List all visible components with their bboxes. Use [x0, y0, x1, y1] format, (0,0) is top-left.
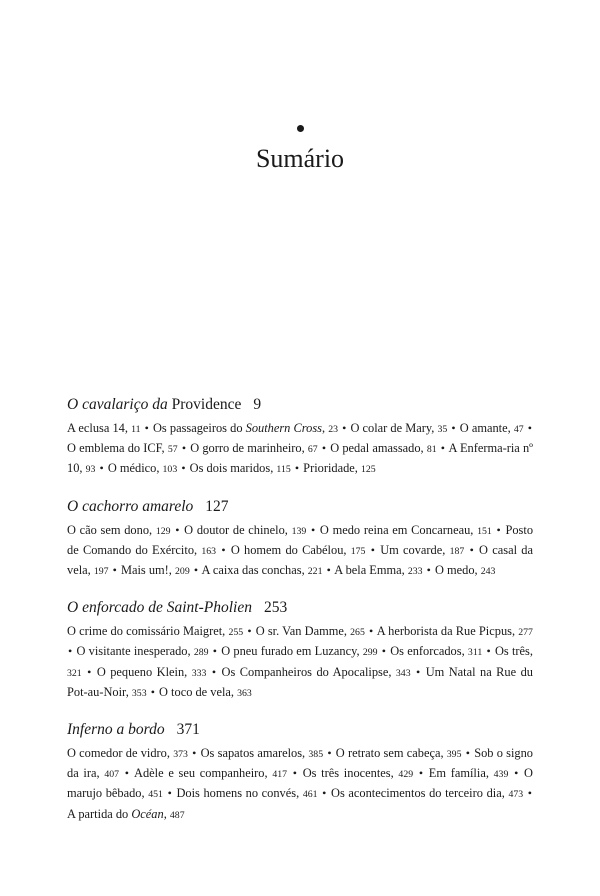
entry-page-number: 395: [446, 749, 462, 761]
toc-entry[interactable]: O comedor de vidro, 373: [67, 746, 188, 761]
entry-page-number: 209: [175, 566, 190, 578]
entry-page-number: 243: [480, 566, 496, 578]
entry-page-number: 353: [131, 687, 147, 699]
bullet-separator: •: [496, 522, 501, 537]
bullet-separator: •: [514, 766, 519, 781]
toc-section: [67, 719, 533, 825]
toc-entry[interactable]: Em família, 439: [428, 766, 509, 781]
toc-entry[interactable]: O homem do Cabélou, 175: [230, 542, 366, 557]
page-title: Sumário: [255, 144, 345, 173]
bullet-separator: •: [381, 644, 386, 659]
entry-page-number: 139: [291, 525, 307, 537]
toc-entry[interactable]: O casal da vela, 197: [67, 542, 533, 578]
toc-section: [67, 597, 533, 703]
toc-entry[interactable]: Os acontecimentos do terceiro dia, 473: [331, 786, 524, 801]
toc-entry[interactable]: Os enforcados, 311: [390, 644, 483, 659]
bullet-separator: •: [294, 461, 300, 476]
toc-entry[interactable]: O toco de vela, 363: [159, 684, 252, 699]
entry-page-number: 473: [508, 789, 524, 801]
toc-entry[interactable]: O medo, 243: [434, 563, 496, 578]
section-page-number: 9: [253, 396, 262, 413]
bullet-separator: •: [369, 624, 374, 639]
toc-entry[interactable]: A partida do Océan, 487: [67, 806, 185, 821]
bullet-separator: •: [112, 563, 117, 578]
entry-page-number: 255: [228, 627, 244, 639]
entry-page-number: 57: [167, 444, 178, 456]
section-entries: [67, 419, 533, 480]
toc-entry[interactable]: Posto de Comando do Exército, 163: [67, 522, 534, 557]
section-title[interactable]: O enforcado de Saint-Pholien 253: [67, 599, 288, 617]
entry-page-number: 125: [360, 464, 376, 476]
entry-page-number: 221: [307, 566, 323, 578]
toc-entry[interactable]: Dois homens no convés, 461: [176, 786, 318, 801]
entry-page-number: 385: [308, 749, 324, 761]
section-entries: [67, 622, 533, 703]
bullet-separator: •: [124, 766, 129, 781]
entry-page-number: 487: [169, 809, 185, 821]
entry-page-number: 129: [155, 525, 171, 537]
bullet-separator: •: [181, 441, 187, 456]
bullet-separator: •: [527, 421, 532, 435]
section-page-number: 127: [205, 497, 229, 515]
section-title[interactable]: O cachorro amarelo 127: [67, 497, 229, 515]
section-page-number: 253: [263, 599, 288, 617]
entry-page-number: 47: [513, 424, 524, 435]
entry-page-number: 151: [477, 525, 492, 537]
entry-page-number: 363: [237, 687, 252, 699]
toc-entry[interactable]: A caixa das conchas, 221: [201, 563, 323, 578]
entry-page-number: 277: [518, 627, 533, 639]
bullet-separator: •: [322, 786, 327, 801]
toc-entry[interactable]: Os três, 321: [67, 644, 533, 679]
toc-entry[interactable]: O emblema do ICF, 57: [67, 441, 178, 456]
entry-page-number: 451: [148, 789, 163, 801]
bullet-separator: •: [486, 644, 491, 659]
toc-entry[interactable]: A herborista da Rue Picpus, 277: [376, 624, 533, 639]
bullet-separator: •: [469, 542, 474, 557]
toc-entry[interactable]: A bela Emma, 233: [334, 563, 423, 578]
entry-page-number: 429: [398, 769, 414, 781]
toc-entry[interactable]: O pedal amassado, 81: [330, 441, 437, 456]
bullet-separator: •: [212, 644, 217, 659]
toc-entry[interactable]: Os sapatos amarelos, 385: [200, 746, 324, 761]
toc-entry[interactable]: O médico, 103: [107, 461, 178, 476]
bullet-separator: •: [181, 461, 186, 476]
toc-entry[interactable]: O sr. Van Damme, 265: [255, 624, 365, 639]
toc-section: [67, 394, 533, 480]
toc-section: [67, 496, 533, 582]
entry-page-number: 93: [85, 464, 96, 476]
entry-page-number: 187: [449, 545, 465, 557]
table-of-contents: [67, 394, 533, 841]
entry-page-number: 299: [362, 647, 378, 659]
toc-entry[interactable]: O medo reina em Concarneau, 151: [319, 522, 492, 537]
toc-entry[interactable]: O gorro de marinheiro, 67: [190, 441, 318, 456]
entry-page-number: 417: [272, 769, 288, 781]
bullet-separator: •: [327, 746, 332, 761]
toc-entry[interactable]: Os passageiros do Southern Cross, 23: [152, 421, 339, 435]
toc-entry[interactable]: O pneu furado em Luzancy, 299: [221, 644, 378, 659]
bullet-separator: •: [292, 766, 297, 781]
bullet-separator: •: [440, 441, 445, 456]
bullet-separator: •: [150, 684, 155, 699]
entry-page-number: 11: [131, 424, 141, 435]
bullet-separator: •: [221, 542, 226, 557]
section-title[interactable]: O cavalariço da Providence 9: [67, 396, 262, 413]
entry-page-number: 35: [437, 424, 448, 435]
toc-entry[interactable]: Adèle e seu companheiro, 417: [134, 766, 288, 781]
entry-page-number: 67: [307, 444, 318, 456]
entry-page-number: 115: [276, 464, 291, 476]
bullet-separator: •: [192, 746, 197, 761]
toc-entry[interactable]: O amante, 47: [459, 421, 524, 435]
toc-entry[interactable]: O retrato sem cabeça, 395: [335, 746, 462, 761]
section-title[interactable]: Inferno a bordo 371: [67, 721, 200, 739]
section-entries: [67, 521, 533, 582]
entry-page-number: 289: [193, 647, 209, 659]
bullet-separator: •: [426, 563, 431, 578]
bullet-separator: •: [311, 522, 316, 537]
entry-page-number: 407: [104, 769, 120, 781]
toc-entry[interactable]: O pequeno Klein, 333: [96, 664, 207, 679]
toc-entry[interactable]: O colar de Mary, 35: [350, 421, 448, 435]
bullet-separator: •: [175, 522, 180, 537]
toc-entry[interactable]: O cão sem dono, 129: [67, 522, 171, 537]
entry-page-number: 23: [328, 424, 339, 435]
section-entries: [67, 744, 533, 825]
bullet-separator: •: [326, 563, 331, 578]
bullet-separator: •: [370, 542, 375, 557]
toc-entry[interactable]: Um covarde, 187: [380, 542, 465, 557]
toc-entry[interactable]: Prioridade, 125: [303, 461, 376, 476]
bullet-separator: •: [167, 786, 172, 801]
bullet-separator: •: [144, 421, 149, 435]
entry-page-number: 311: [467, 647, 483, 659]
toc-entry[interactable]: A eclusa 14, 11: [67, 421, 141, 435]
bullet-separator: •: [68, 644, 73, 659]
bullet-separator: •: [451, 421, 456, 435]
toc-entry[interactable]: O marujo bêbado, 451: [67, 766, 533, 801]
entry-page-number: 197: [93, 566, 109, 578]
toc-entry[interactable]: Mais um!, 209: [120, 563, 190, 578]
bullet-separator: •: [99, 461, 104, 476]
entry-page-number: 343: [395, 667, 411, 679]
bullet-separator: •: [342, 421, 347, 435]
bullet-ornament: [297, 125, 304, 132]
toc-entry[interactable]: Os dois maridos, 115: [189, 461, 291, 476]
entry-page-number: 265: [350, 627, 365, 639]
entry-page-number: 333: [191, 667, 207, 679]
toc-entry[interactable]: Um Natal na Rue du Pot-au-Noir, 353: [67, 664, 533, 699]
bullet-separator: •: [87, 664, 92, 679]
bullet-separator: •: [247, 624, 252, 639]
toc-entry[interactable]: Sob o signo da ira, 407: [67, 746, 533, 781]
section-page-number: 371: [176, 721, 200, 739]
bullet-separator: •: [527, 786, 532, 801]
entry-page-number: 103: [162, 464, 178, 476]
entry-page-number: 321: [67, 667, 82, 679]
bullet-separator: •: [416, 664, 421, 679]
bullet-separator: •: [465, 746, 470, 761]
bullet-separator: •: [418, 766, 424, 781]
toc-entry[interactable]: O crime do comissário Maigret, 255: [67, 624, 244, 639]
entry-page-number: 81: [426, 444, 437, 456]
entry-page-number: 163: [201, 545, 217, 557]
toc-entry[interactable]: O visitante inesperado, 289: [76, 644, 209, 659]
entry-page-number: 461: [302, 789, 318, 801]
bullet-separator: •: [193, 563, 199, 578]
bullet-separator: •: [321, 441, 327, 456]
toc-entry[interactable]: A Enferma-ria nº 10, 93: [67, 441, 533, 476]
bullet-separator: •: [211, 664, 217, 679]
toc-entry[interactable]: O doutor de chinelo, 139: [184, 522, 307, 537]
entry-page-number: 439: [493, 769, 509, 781]
entry-page-number: 175: [350, 545, 366, 557]
toc-entry[interactable]: Os três inocentes, 429: [302, 766, 414, 781]
toc-entry[interactable]: Os Companheiros do Apocalipse, 343: [221, 664, 411, 679]
entry-page-number: 373: [173, 749, 188, 761]
entry-page-number: 233: [407, 566, 423, 578]
